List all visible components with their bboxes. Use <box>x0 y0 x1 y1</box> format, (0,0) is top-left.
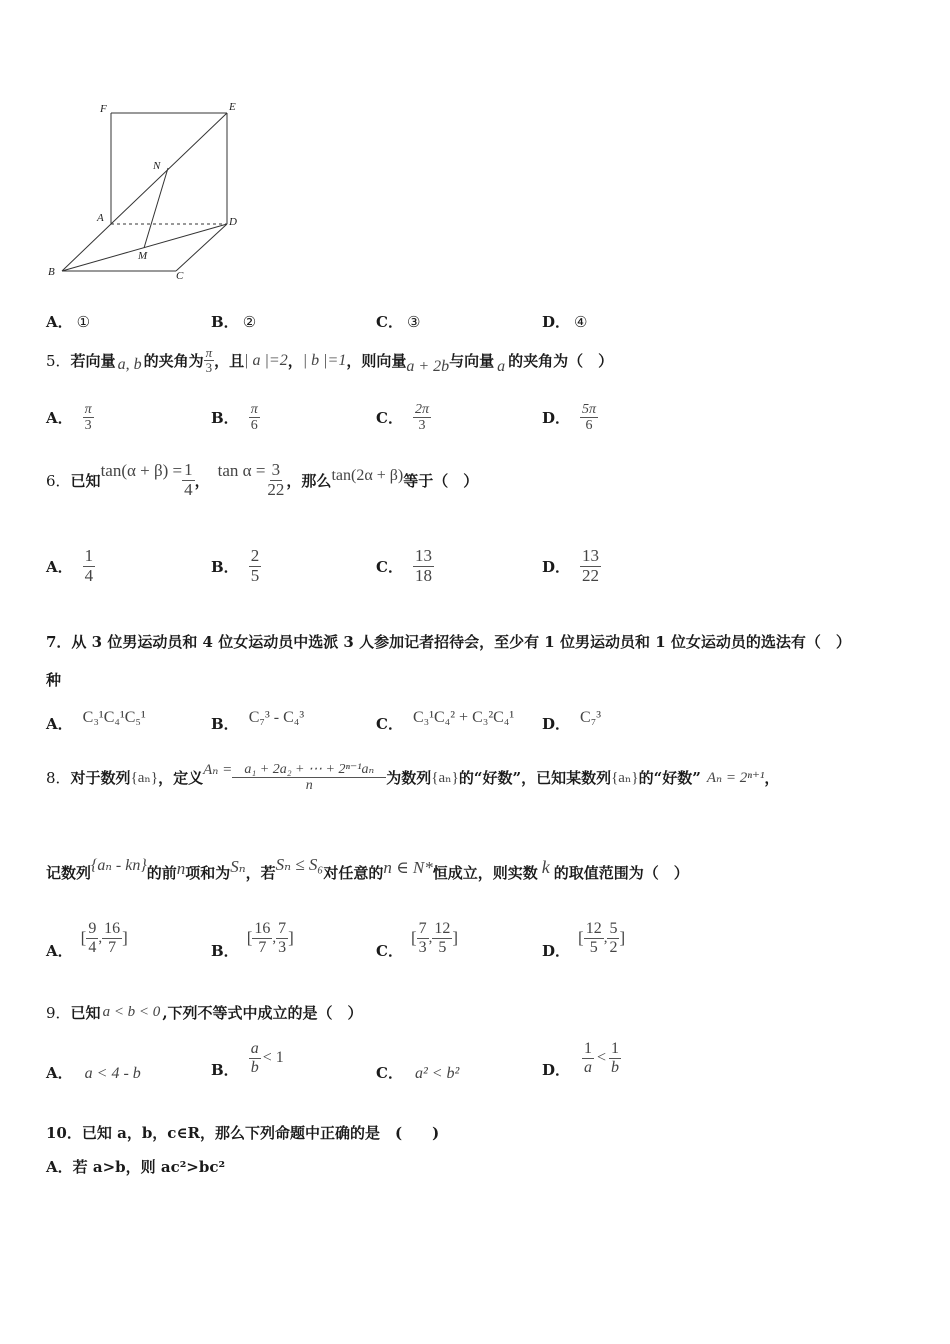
question-9: 9． 已知 a < b < 0 ,下列不等式中成立的是（ ） <box>46 1004 363 1022</box>
q5-angle: $\frac{\pi}{3}$ <box>205 345 213 376</box>
q8-option-b[interactable]: B． [ $\frac{16}{7}$ , $\frac{7}{3}$ ] <box>211 920 294 960</box>
edge-AE <box>111 113 227 224</box>
q9-option-c[interactable]: C． a² < b² <box>376 1064 460 1082</box>
question-10: 10．已知 a，b，c∈R，那么下列命题中正确的是 ( ) <box>46 1124 440 1142</box>
q6-option-c[interactable]: C． $\frac{13}{18}$ <box>376 546 432 585</box>
edge-NM <box>144 168 168 248</box>
q10-option-a[interactable]: A．若 a>b，则 ac²>bc² <box>46 1158 226 1176</box>
label-N: N <box>153 160 161 172</box>
question-8-line-2: 记数列 {aₙ - kn} 的前 n 项和为 Sₙ ，若 Sₙ ≤ S₆ 对任意的 n ∈ N* 恒成立，则实数 k 的取值范围为（ ） <box>46 854 689 882</box>
q8-option-d[interactable]: D． [ $\frac{12}{5}$ , $\frac{5}{2}$ ] <box>542 920 626 960</box>
q5-option-c[interactable]: C． $\frac{2\pi}{3}$ <box>376 402 429 434</box>
question-8-line-1: 8． 对于数列 {aₙ} ，定义 Aₙ = $\frac{\text{a₁ + 2a₂ + ⋯ + 2ⁿ⁻¹aₙ}}{n}$ 为数列 {aₙ} 的“好数”，已知某数列 {aₙ} 的“好数” Aₙ = 2ⁿ⁺¹ ， <box>46 762 780 794</box>
q9-option-a[interactable]: A． a < 4 - b <box>46 1064 141 1082</box>
q4-option-d[interactable]: D． ④ <box>542 313 588 331</box>
q9-option-b[interactable]: B． $\frac{a}{b}$ < 1 <box>211 1040 284 1079</box>
q5-option-d[interactable]: D． $\frac{5\pi}{6}$ <box>542 402 597 434</box>
question-7-line-1: 7．从 3 位男运动员和 4 位女运动员中选派 3 人参加记者招待会，至少有 1 位男运动员和 1 位女运动员的选法有（ ） <box>46 633 851 651</box>
label-C: C <box>176 270 184 282</box>
q4-option-a[interactable]: A． ① <box>46 313 91 331</box>
label-M: M <box>138 250 148 262</box>
q8-option-a[interactable]: A． [ $\frac{9}{4}$ , $\frac{16}{7}$ ] <box>46 920 128 960</box>
label-A: A <box>97 212 104 224</box>
question-6: 6． 已知 tan(α + β) = $\frac{1}{4}$ ， tan α = $\frac{3}{22}$ ，那么 tan(2α + β) 等于（ ） <box>46 460 479 499</box>
question-5: 5． 若向量 a, b 的夹角为 $\frac{\pi}{3}$ ，且 | a |=2 ， | b |=1 ，则向量 a + 2b 与向量 a 的夹角为（ ） <box>46 345 614 376</box>
question-7-line-2: 种 <box>46 671 62 689</box>
q4-option-c[interactable]: C． ③ <box>376 313 421 331</box>
q5-option-a[interactable]: A． $\frac{\pi}{3}$ <box>46 402 92 434</box>
q7-option-a[interactable]: A． C₃¹C₄¹C₅¹ <box>46 708 146 733</box>
q7-option-d[interactable]: D． C₇³ <box>542 708 602 733</box>
label-D: D <box>229 216 237 228</box>
q4-option-b[interactable]: B． ② <box>211 313 257 331</box>
q7-option-b[interactable]: B． C₇³ - C₄³ <box>211 708 305 733</box>
q5-option-b[interactable]: B． $\frac{\pi}{6}$ <box>211 402 258 434</box>
label-E: E <box>229 101 236 113</box>
q6-option-a[interactable]: A． $\frac{1}{4}$ <box>46 546 94 585</box>
label-B: B <box>48 266 55 278</box>
geometry-figure <box>40 95 260 285</box>
q6-option-d[interactable]: D． $\frac{13}{22}$ <box>542 546 600 585</box>
q6-option-b[interactable]: B． $\frac{2}{5}$ <box>211 546 260 585</box>
label-F: F <box>100 103 107 115</box>
q8-definition-fraction: $\frac{\text{a₁ + 2a₂ + ⋯ + 2ⁿ⁻¹aₙ}}{n}$ <box>232 762 386 794</box>
q7-option-c[interactable]: C． C₃¹C₄² + C₃²C₄¹ <box>376 708 515 733</box>
q9-option-d[interactable]: D． $\frac{1}{a}$ < $\frac{1}{b}$ <box>542 1040 620 1079</box>
q8-option-c[interactable]: C． [ $\frac{7}{3}$ , $\frac{12}{5}$ ] <box>376 920 459 960</box>
